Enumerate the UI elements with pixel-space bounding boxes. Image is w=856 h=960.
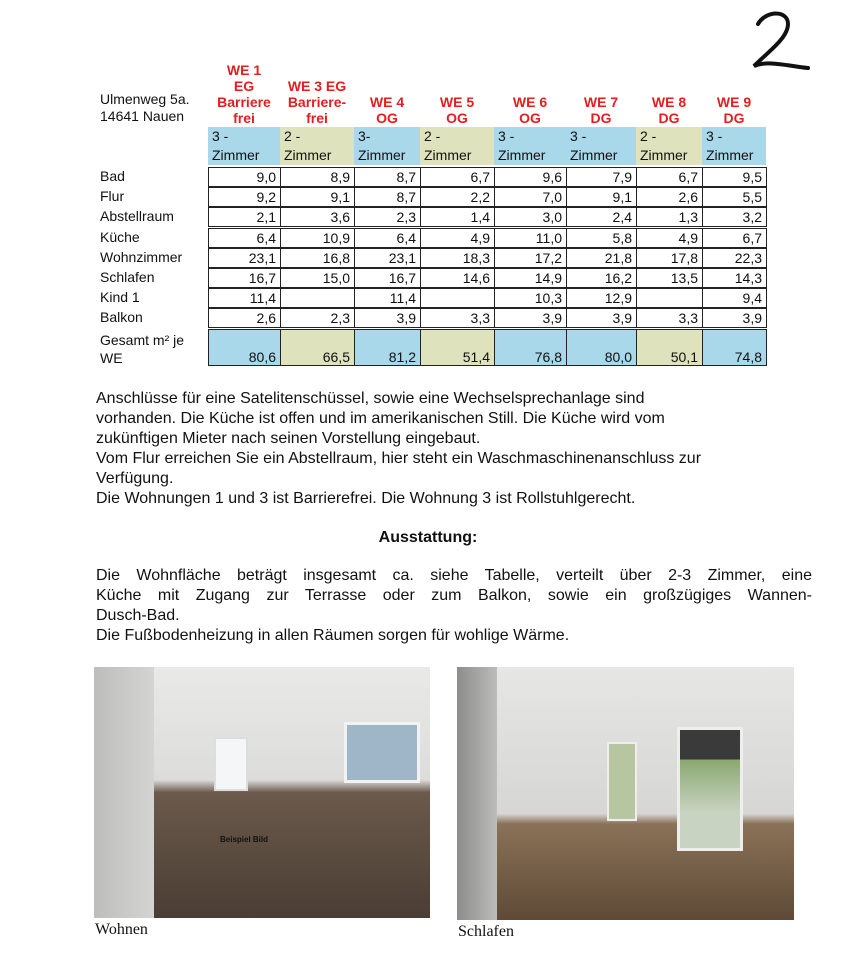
column-title-line: OG: [519, 110, 541, 126]
table-cell: 9,2: [208, 187, 281, 207]
column-title-line: WE 1: [226, 62, 262, 78]
table-cell: 3,6: [280, 207, 355, 227]
room-count-cell: [354, 127, 420, 165]
table-cell: 8,7: [354, 167, 421, 187]
column-header: [280, 56, 354, 126]
row-label: Wohnzimmer: [100, 248, 183, 265]
column-title-line: OG: [376, 110, 398, 126]
table-cell: 5,5: [702, 187, 767, 207]
column-title: [288, 78, 346, 126]
table-cell: 5,8: [566, 228, 637, 248]
table-cell: 21,8: [566, 248, 637, 268]
table-cell: 10,9: [280, 228, 355, 248]
column-title-line: frei: [233, 110, 255, 126]
address-city: 14641 Nauen: [100, 108, 185, 124]
address-street: Ulmenweg 5a.: [100, 91, 190, 107]
column-header: [494, 56, 566, 126]
table-cell: [636, 288, 703, 308]
table-cell: [420, 288, 495, 308]
photo-caption: Wohnen: [95, 921, 148, 938]
total-cell: 80,6: [208, 329, 281, 366]
table-cell: 8,9: [280, 167, 355, 187]
room-count-cell: [208, 127, 280, 165]
column-title-line: DG: [723, 110, 745, 126]
table-cell: 9,4: [702, 288, 767, 308]
text-line: Die Wohnfläche beträgt insgesamt ca. siehe Tabelle, verteilt über 2-3 Zimmer, eine: [96, 567, 812, 584]
room-count-cell: [702, 127, 766, 165]
total-cell: 51,4: [420, 329, 495, 366]
column-title-line: OG: [446, 110, 468, 126]
table-cell: 3,9: [354, 308, 421, 328]
text-line: Die Fußbodenheizung in allen Räumen sorgen für wohlige Wärme.: [96, 627, 570, 644]
column-title: [584, 94, 618, 126]
table-cell: 2,6: [636, 187, 703, 207]
table-cell: 4,9: [636, 228, 703, 248]
room-count-line: Zimmer: [212, 147, 260, 163]
text-line: zukünftigen Mieter nach seinen Vorstellung eingebaut.: [96, 430, 481, 447]
text-line: Vom Flur erreichen Sie ein Abstellraum, hier steht ein Waschmaschinenanschluss zur: [96, 450, 702, 467]
table-cell: 2,3: [280, 308, 355, 328]
total-label-line: Gesamt m² je: [100, 332, 185, 348]
column-title-line: Barriere: [217, 94, 271, 110]
total-cell: 81,2: [354, 329, 421, 366]
table-cell: 7,0: [494, 187, 567, 207]
room-count-line: 2 -: [424, 128, 441, 144]
column-title: [440, 94, 474, 126]
table-cell: 2,2: [420, 187, 495, 207]
table-cell: 23,1: [354, 248, 421, 268]
room-count-line: 2 -: [284, 128, 301, 144]
table-cell: 3,3: [636, 308, 703, 328]
table-cell: 2,4: [566, 207, 637, 227]
room-count-cell: [420, 127, 494, 165]
total-row-label: [100, 331, 184, 367]
table-cell: 1,3: [636, 207, 703, 227]
room-count-line: Zimmer: [424, 147, 472, 163]
table-cell: 4,9: [420, 228, 495, 248]
table-cell: 16,7: [354, 268, 421, 288]
total-cell: 76,8: [494, 329, 567, 366]
photo-living-room: [94, 667, 430, 918]
table-cell: 16,8: [280, 248, 355, 268]
row-label: Abstellraum: [100, 208, 174, 225]
table-cell: 16,2: [566, 268, 637, 288]
column-title: [217, 62, 271, 126]
text-line: Anschlüsse für eine Satelitenschüssel, sowie eine Wechselsprechanlage sind: [96, 390, 645, 407]
table-cell: 3,3: [420, 308, 495, 328]
column-title-line: DG: [590, 110, 612, 126]
room-count-cell: [566, 127, 636, 165]
room-count-line: Zimmer: [498, 147, 546, 163]
text-line: vorhanden. Die Küche ist offen und im amerikanischen Still. Die Küche wird vom: [96, 410, 665, 427]
table-cell: 11,4: [208, 288, 281, 308]
column-title-line: frei: [306, 110, 328, 126]
column-title: [370, 94, 404, 126]
paragraph-connections: [96, 389, 812, 509]
room-count-line: Zimmer: [570, 147, 618, 163]
column-title: [652, 94, 686, 126]
room-count-line: Zimmer: [640, 147, 688, 163]
column-header: [636, 56, 702, 126]
paragraph-equipment: [96, 566, 812, 646]
column-header: [208, 56, 280, 126]
table-cell: 23,1: [208, 248, 281, 268]
table-cell: 11,4: [354, 288, 421, 308]
table-cell: 3,9: [494, 308, 567, 328]
column-title-line: WE 3 EG: [287, 78, 347, 94]
room-count-line: 3 -: [212, 128, 229, 144]
column-title: [513, 94, 547, 126]
room-count-line: 3 -: [706, 128, 723, 144]
table-cell: 18,3: [420, 248, 495, 268]
column-title-line: Barriere-: [287, 94, 347, 110]
table-cell: 6,4: [208, 228, 281, 248]
column-title-line: WE 5: [439, 94, 475, 110]
table-cell: 3,9: [702, 308, 767, 328]
section-heading: Ausstattung:: [378, 529, 478, 546]
table-cell: 12,9: [566, 288, 637, 308]
table-cell: 2,6: [208, 308, 281, 328]
room-count-cell: [636, 127, 702, 165]
column-header: [354, 56, 420, 126]
row-label: Schlafen: [100, 269, 155, 285]
room-count-cell: [494, 127, 566, 165]
table-cell: 3,0: [494, 207, 567, 227]
table-cell: 9,6: [494, 167, 567, 187]
table-cell: 8,7: [354, 187, 421, 207]
table-cell: 3,2: [702, 207, 767, 227]
total-cell: 50,1: [636, 329, 703, 366]
room-count-line: 3-: [358, 128, 371, 144]
table-cell: 9,1: [280, 187, 355, 207]
table-cell: [280, 288, 355, 308]
column-title-line: WE 4: [369, 94, 405, 110]
table-cell: 3,9: [566, 308, 637, 328]
photo-caption: Schlafen: [458, 923, 514, 940]
table-cell: 9,5: [702, 167, 767, 187]
photo-bedroom: [457, 667, 794, 920]
column-header: [420, 56, 494, 126]
column-title-line: WE 6: [512, 94, 548, 110]
table-cell: 16,7: [208, 268, 281, 288]
table-cell: 9,1: [566, 187, 637, 207]
total-cell: 80,0: [566, 329, 637, 366]
table-cell: 10,3: [494, 288, 567, 308]
column-title-line: WE 9: [716, 94, 752, 110]
room-count-cell: [280, 127, 354, 165]
room-count-line: 3 -: [570, 128, 587, 144]
column-title-line: DG: [658, 110, 680, 126]
table-cell: 11,0: [494, 228, 567, 248]
column-header: [566, 56, 636, 126]
table-cell: 15,0: [280, 268, 355, 288]
row-label: Flur: [100, 188, 125, 205]
table-cell: 2,3: [354, 207, 421, 227]
total-cell: 74,8: [702, 329, 767, 366]
column-title-line: EG: [233, 78, 255, 94]
table-cell: 7,9: [566, 167, 637, 187]
table-cell: 6,7: [702, 228, 767, 248]
room-count-line: Zimmer: [706, 147, 754, 163]
column-header: [702, 56, 766, 126]
room-count-line: 2 -: [640, 128, 657, 144]
address: [100, 91, 190, 125]
room-count-line: Zimmer: [358, 147, 406, 163]
table-cell: 2,1: [208, 207, 281, 227]
text-line: Dusch-Bad.: [96, 607, 180, 624]
table-cell: 6,4: [354, 228, 421, 248]
room-count-line: Zimmer: [284, 147, 332, 163]
row-label: Bad: [100, 168, 125, 184]
text-line: Die Wohnungen 1 und 3 ist Barrierefrei. Die Wohnung 3 ist Rollstuhlgerecht.: [96, 490, 636, 507]
row-label: Balkon: [100, 309, 143, 326]
table-cell: 6,7: [636, 167, 703, 187]
table-cell: 22,3: [702, 248, 767, 268]
table-cell: 14,6: [420, 268, 495, 288]
table-cell: 1,4: [420, 207, 495, 227]
column-title-line: WE 8: [651, 94, 687, 110]
total-cell: 66,5: [280, 329, 355, 366]
row-label: Kind 1: [100, 289, 140, 306]
table-cell: 17,8: [636, 248, 703, 268]
text-line: Verfügung.: [96, 470, 174, 487]
column-title-line: WE 7: [583, 94, 619, 110]
table-cell: 9,0: [208, 167, 281, 187]
photo-overlay-text: Beispiel Bild: [220, 835, 269, 844]
table-cell: 13,5: [636, 268, 703, 288]
room-count-line: 3 -: [498, 128, 515, 144]
table-cell: 14,3: [702, 268, 767, 288]
text-line: Küche mit Zugang zur Terrasse oder zum Balkon, sowie ein großzügiges Wannen-: [96, 587, 812, 604]
table-cell: 14,9: [494, 268, 567, 288]
total-label-line: WE: [100, 350, 123, 366]
row-label: Küche: [100, 228, 140, 245]
table-cell: 6,7: [420, 167, 495, 187]
table-cell: 17,2: [494, 248, 567, 268]
column-title: [717, 94, 751, 126]
